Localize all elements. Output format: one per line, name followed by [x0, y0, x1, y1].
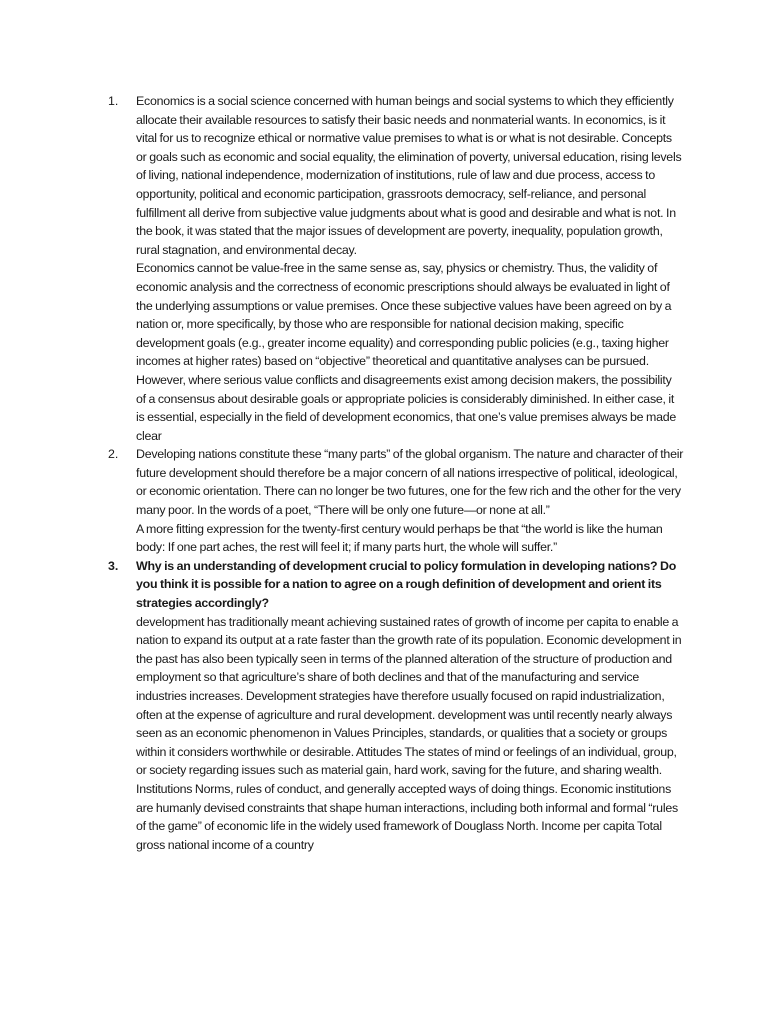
item-2-paragraph-2: A more fitting expression for the twenty-first century would perhaps be that “the world is like the human body: If one part aches, the rest will feel it; if many parts hurt, the whole will suffer.” [136, 521, 663, 555]
list-item-2 [104, 445, 684, 557]
list-item-1 [104, 92, 684, 445]
item-3-question: Why is an understanding of development crucial to policy formulation in developing nations? Do you think it is possible for a nation to agree on a rough definition of development and orient its strategies accordingly? [136, 558, 677, 611]
item-3-paragraph-1: development has traditionally meant achieving sustained rates of growth of income per capita to enable a nation to expand its output at a rate faster than the growth rate of its population. Economic development in the past has also been typically seen in terms of the planned alteration of the structure of production and employment so that agriculture’s share of both declines and that of the manufacturing and service industries increases. Development strategies have therefore usually focused on rapid industrialization, often at the expense of agriculture and rural development. development was until recently nearly always seen as an economic phenomenon in Values Principles, standards, or qualities that a society or groups within it considers worthwhile or desirable. Attitudes The states of mind or feelings of an individual, group, or society regarding issues such as material gain, hard work, saving for the future, and sharing wealth. Institutions Norms, rules of conduct, and generally accepted ways of doing things. Economic institutions are humanly devised constraints that shape human interactions, including both informal and formal “rules of the game” of economic life in the widely used framework of Douglass North. Income per capita Total gross national income of a country [136, 614, 682, 852]
answer-list [104, 92, 684, 854]
item-2-paragraph-1: Developing nations constitute these “many parts” of the global organism. The nature and character of their future development should therefore be a major concern of all nations irrespective of political, ideological, or economic orientation. There can no longer be two futures, one for the few rich and the other for the very many poor. In the words of a poet, “There will be only one future—or none at all.” [136, 447, 684, 518]
item-number: 3. [108, 558, 119, 573]
item-1-paragraph-2: Economics cannot be value-free in the same sense as, say, physics or chemistry. Thus, the validity of economic analysis and the correctness of economic prescriptions should always be evaluated in light of the underlying assumptions or value premises. Once these subjective values have been agreed on by a nation or, more specifically, by those who are responsible for national decision making, specific development goals (e.g., greater income equality) and corresponding public policies (e.g., taxing higher incomes at higher rates) based on “objective” theoretical and quantitative analyses can be pursued. However, where serious value conflicts and disagreements exist among decision makers, the possibility of a consensus about desirable goals or appropriate policies is considerably diminished. In either case, it is essential, especially in the field of development economics, that one’s value premises always be made clear [136, 261, 676, 443]
list-item-3 [104, 557, 684, 855]
item-1-paragraph-1: Economics is a social science concerned with human beings and social systems to which they efficiently allocate their available resources to satisfy their basic needs and nonmaterial wants. In economics, is it vital for us to recognize ethical or normative value premises to what is or what is not desirable. Concepts or goals such as economic and social equality, the elimination of poverty, universal education, rising levels of living, national independence, modernization of institutions, rule of law and due process, access to opportunity, political and economic participation, grassroots democracy, self-reliance, and personal fulfillment all derive from subjective value judgments about what is good and desirable and what is not. In the book, it was stated that the major issues of development are poverty, inequality, population growth, rural stagnation, and environmental decay. [136, 94, 682, 257]
item-number: 1. [108, 94, 119, 108]
item-number: 2. [108, 447, 119, 462]
